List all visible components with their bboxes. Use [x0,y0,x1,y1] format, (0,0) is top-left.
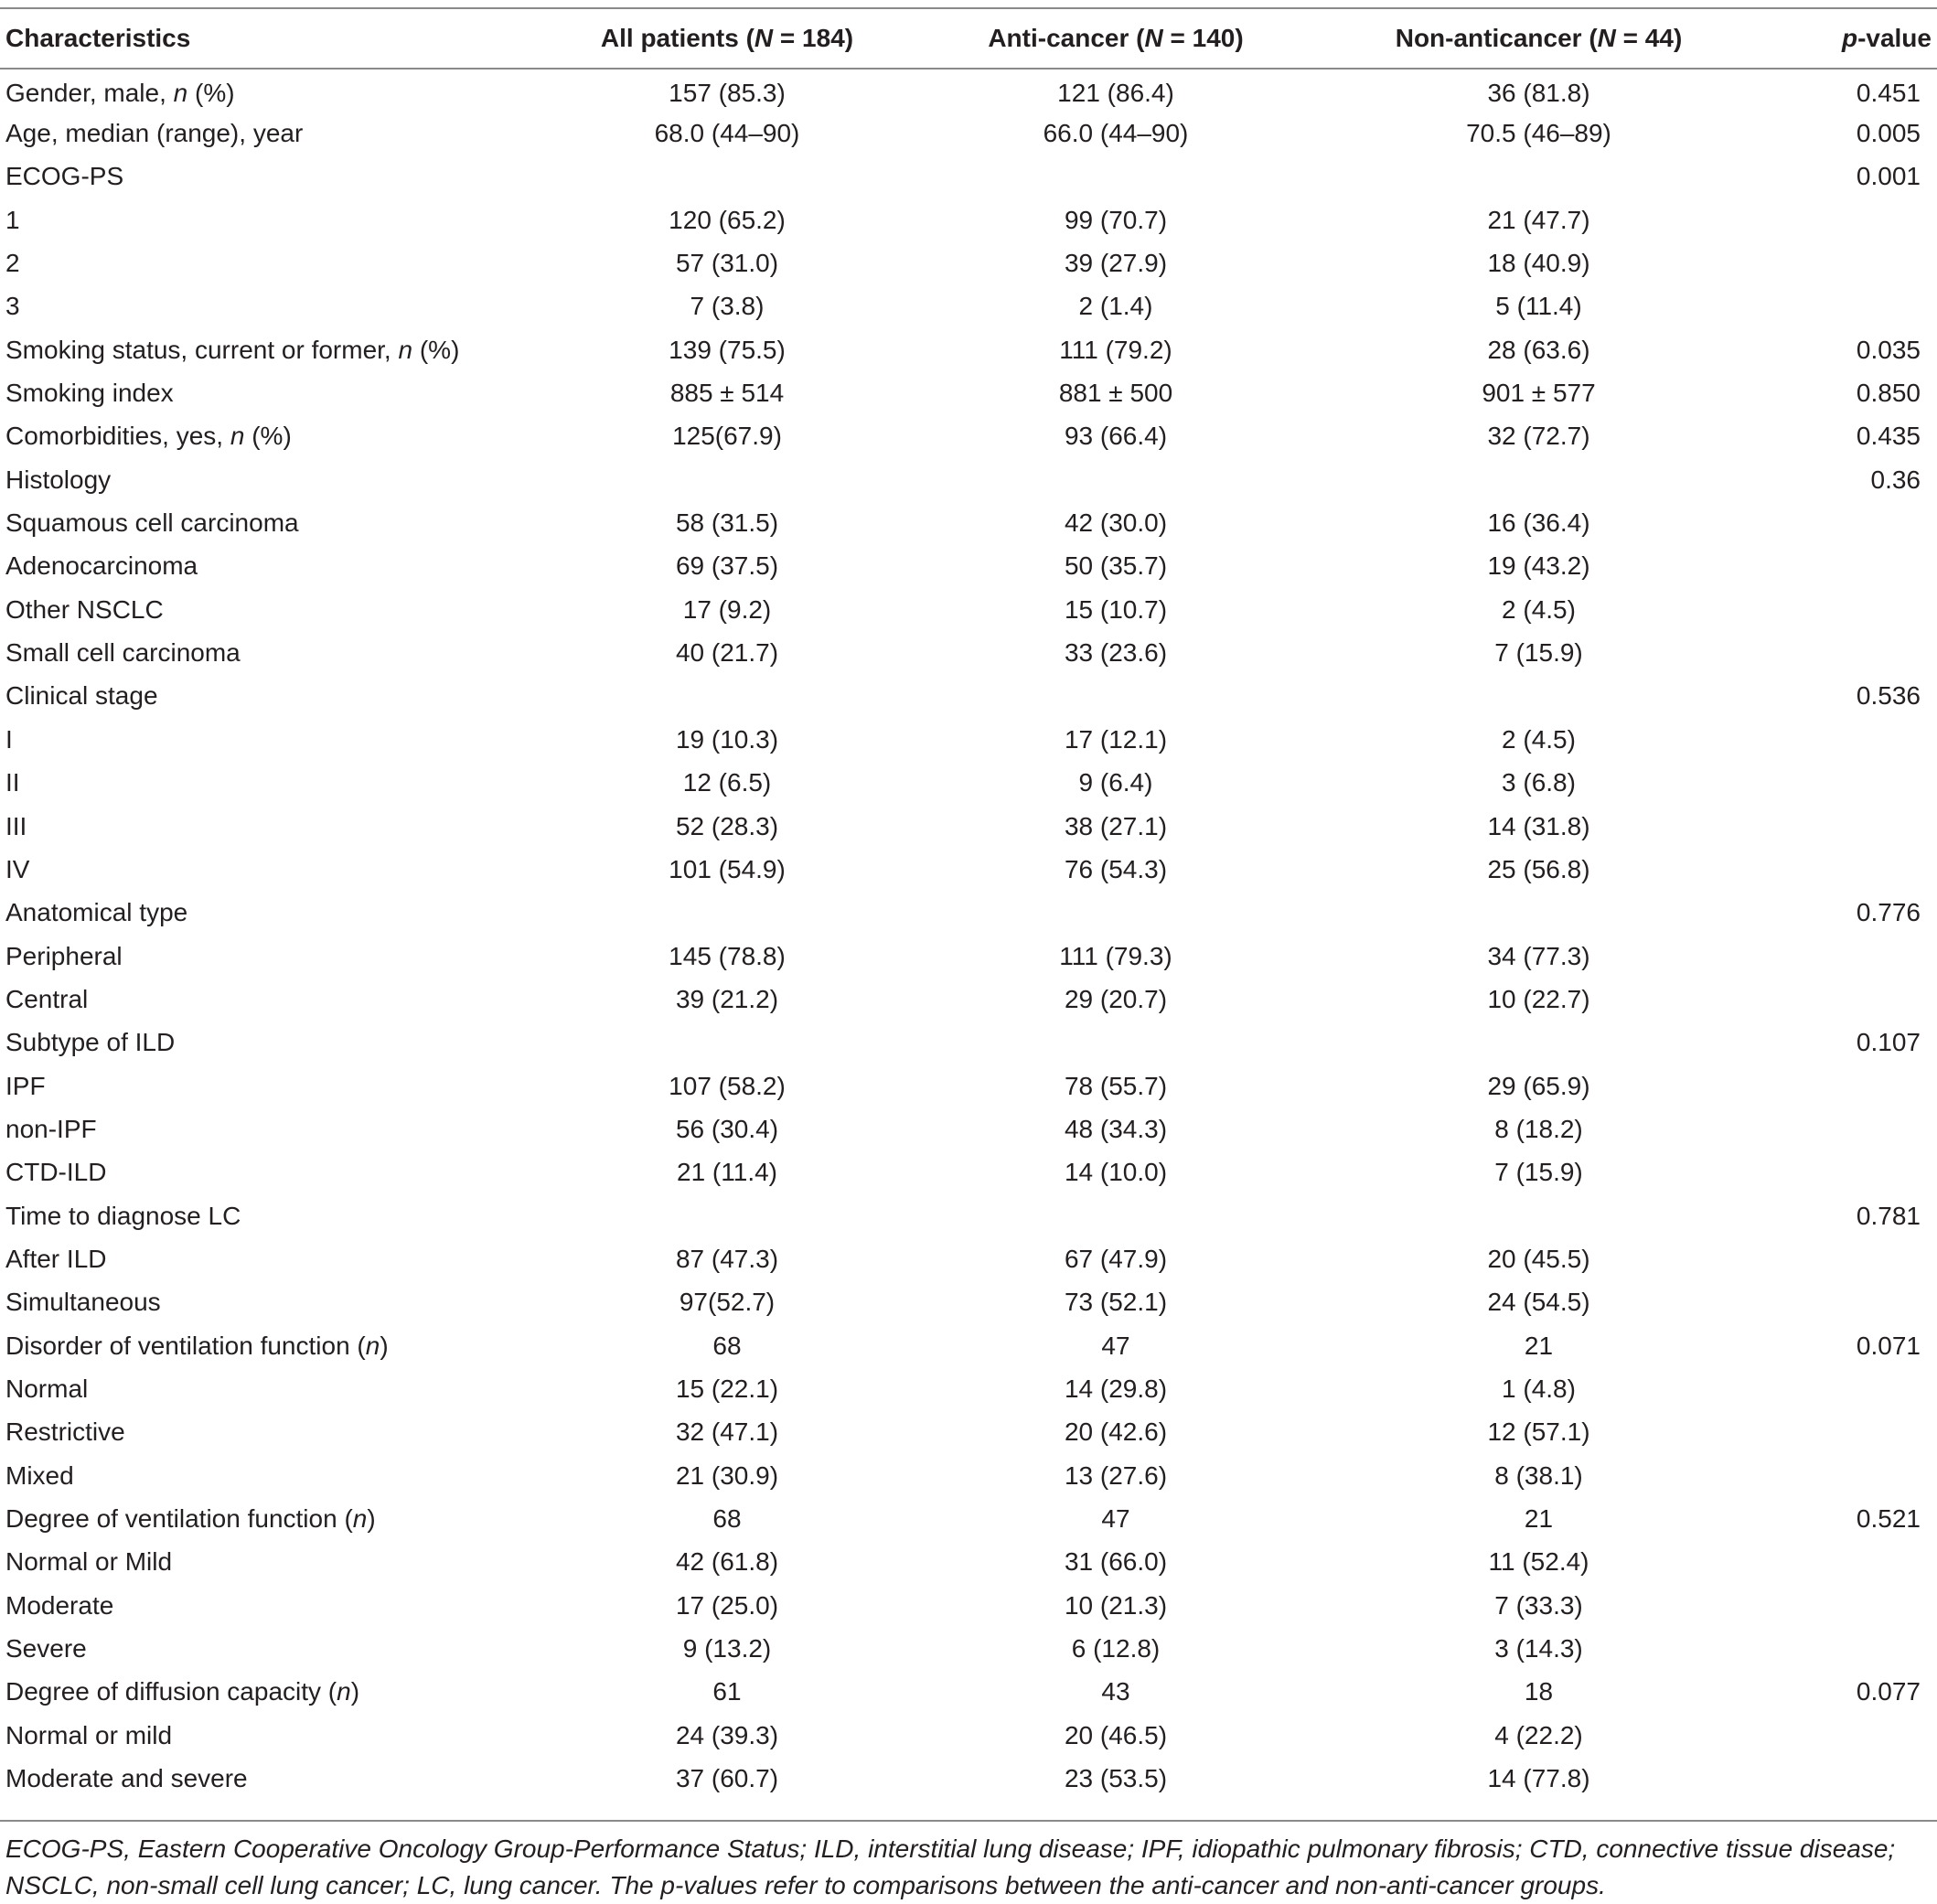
cell-non-anticancer [1290,458,1788,501]
cell-anti-cancer: 31 (66.0) [1064,1547,1168,1577]
cell-non-anticancer: 2 (4.5) [1502,724,1576,754]
cell-anti-cancer [942,1194,1290,1237]
cell-all-patients: 24 (39.3) [675,1720,779,1749]
table-row [0,1627,1937,1670]
table-row [0,1281,1937,1324]
cell-all-patients: 139 (75.5) [669,335,786,364]
row-label: 2 [5,249,20,278]
cell-anti-cancer: 33 (23.6) [1064,638,1168,668]
cell-non-anticancer: 36 (81.8) [1487,79,1590,108]
cell-p-value [1788,1627,1937,1670]
cell-p-value [1788,1584,1937,1627]
row-label: Normal or Mild [5,1547,173,1577]
table-row [0,718,1937,761]
cell-non-anticancer: 21 [1524,1504,1554,1534]
cell-non-anticancer [1290,155,1788,198]
cell-all-patients [512,675,942,718]
cell-anti-cancer: 13 (27.6) [1064,1460,1168,1490]
cell-all-patients: 107 (58.2) [669,1071,786,1100]
row-label: IPF [5,1071,46,1100]
cell-non-anticancer [1290,1022,1788,1064]
cell-all-patients: 39 (21.2) [675,984,779,1013]
cell-p-value: 0.071 [1856,1331,1921,1360]
cell-non-anticancer: 21 (47.7) [1487,205,1590,234]
cell-p-value: 0.781 [1856,1201,1921,1230]
table-body [0,69,1937,1801]
cell-anti-cancer: 78 (55.7) [1064,1071,1168,1100]
row-label: Moderate and severe [5,1764,248,1793]
cell-p-value [1788,545,1937,588]
cell-p-value [1788,631,1937,674]
cell-non-anticancer: 14 (31.8) [1487,811,1590,840]
table-container [0,7,1937,1801]
cell-all-patients: 69 (37.5) [675,551,779,581]
cell-p-value: 0.536 [1856,681,1921,711]
row-label: Disorder of ventilation function (n) [5,1331,389,1360]
cell-anti-cancer: 10 (21.3) [1064,1590,1168,1620]
cell-p-value [1788,1454,1937,1497]
cell-non-anticancer: 901 ± 577 [1482,379,1596,408]
cell-non-anticancer: 8 (18.2) [1494,1114,1583,1143]
cell-non-anticancer: 11 (52.4) [1488,1547,1589,1577]
table-row [0,1497,1937,1540]
row-label: I [5,724,13,754]
cell-anti-cancer: 76 (54.3) [1064,854,1168,883]
row-label: Peripheral [5,941,123,970]
cell-non-anticancer: 3 (14.3) [1494,1634,1583,1663]
row-label: Age, median (range), year [5,119,304,148]
table-row [0,631,1937,674]
cell-p-value: 0.005 [1856,119,1921,148]
cell-p-value [1788,978,1937,1021]
cell-p-value [1788,1151,1937,1194]
table-row [0,675,1937,718]
cell-p-value: 0.850 [1856,379,1921,408]
cell-p-value [1788,285,1937,328]
cell-anti-cancer [942,675,1290,718]
cell-all-patients [512,892,942,935]
cell-anti-cancer: 20 (46.5) [1064,1720,1168,1749]
cell-all-patients: 52 (28.3) [675,811,779,840]
table-row [0,588,1937,631]
cell-all-patients: 21 (11.4) [677,1158,777,1187]
cell-anti-cancer: 48 (34.3) [1064,1114,1168,1143]
cell-non-anticancer: 7 (33.3) [1494,1590,1583,1620]
cell-non-anticancer: 1 (4.8) [1502,1374,1576,1403]
cell-anti-cancer [942,458,1290,501]
table-row [0,762,1937,805]
cell-p-value: 0.035 [1856,335,1921,364]
cell-anti-cancer: 47 [1101,1504,1130,1534]
cell-non-anticancer: 3 (6.8) [1502,768,1576,797]
row-label: Normal [5,1374,89,1403]
cell-p-value [1788,1714,1937,1757]
cell-p-value [1788,241,1937,284]
cell-all-patients: 12 (6.5) [682,768,772,797]
table-row [0,1454,1937,1497]
cell-p-value [1788,1237,1937,1280]
table-row [0,1022,1937,1064]
table-row [0,1324,1937,1367]
cell-p-value [1788,805,1937,848]
cell-all-patients: 68 [712,1331,742,1360]
cell-anti-cancer: 42 (30.0) [1064,508,1168,538]
row-label: Subtype of ILD [5,1028,176,1057]
cell-all-patients: 58 (31.5) [675,508,779,538]
row-label: II [5,768,20,797]
table-row [0,1757,1937,1800]
table-row [0,371,1937,414]
table-row [0,1151,1937,1194]
row-label: Histology [5,465,112,494]
cell-all-patients: 157 (85.3) [669,79,786,108]
cell-p-value [1788,1757,1937,1800]
cell-non-anticancer: 16 (36.4) [1487,508,1590,538]
cell-all-patients: 40 (21.7) [675,638,779,668]
cell-p-value [1788,935,1937,978]
cell-anti-cancer: 15 (10.7) [1064,594,1168,624]
cell-non-anticancer: 18 [1524,1677,1554,1706]
row-label: Smoking status, current or former, n (%) [5,335,460,364]
cell-p-value [1788,848,1937,891]
cell-non-anticancer [1290,892,1788,935]
cell-p-value [1788,1541,1937,1584]
row-label: Anatomical type [5,898,188,927]
cell-p-value [1788,1411,1937,1454]
cell-anti-cancer: 99 (70.7) [1064,205,1168,234]
cell-anti-cancer: 93 (66.4) [1064,422,1168,451]
header-characteristics: Characteristics [5,24,191,52]
cell-p-value: 0.001 [1856,162,1921,191]
cell-all-patients [512,1022,942,1064]
table-row [0,1107,1937,1150]
cell-anti-cancer: 14 (29.8) [1064,1374,1168,1403]
cell-all-patients: 120 (65.2) [669,205,786,234]
row-label: Adenocarcinoma [5,551,198,581]
cell-p-value [1788,762,1937,805]
cell-anti-cancer: 6 (12.8) [1071,1634,1161,1663]
cell-all-patients: 125(67.9) [672,422,782,451]
cell-all-patients [512,155,942,198]
row-label: III [5,811,27,840]
cell-all-patients [512,458,942,501]
cell-anti-cancer: 38 (27.1) [1064,811,1168,840]
cell-anti-cancer: 14 (10.0) [1064,1158,1168,1187]
cell-non-anticancer: 70.5 (46–89) [1466,119,1611,148]
cell-anti-cancer: 881 ± 500 [1058,379,1173,408]
cell-non-anticancer: 7 (15.9) [1494,638,1583,668]
header-non-anticancer: Non-anticancer (N = 44) [1395,24,1683,52]
table-row [0,198,1937,241]
cell-all-patients: 19 (10.3) [675,724,779,754]
table-row [0,112,1937,155]
cell-anti-cancer: 111 (79.2) [1059,335,1172,364]
cell-non-anticancer: 29 (65.9) [1487,1071,1590,1100]
table-row [0,458,1937,501]
row-label: Severe [5,1634,87,1663]
row-label: Degree of diffusion capacity (n) [5,1677,360,1706]
cell-all-patients: 56 (30.4) [675,1114,779,1143]
cell-p-value [1788,1367,1937,1410]
cell-all-patients: 101 (54.9) [669,854,786,883]
cell-anti-cancer: 50 (35.7) [1064,551,1168,581]
cell-anti-cancer: 47 [1101,1331,1130,1360]
cell-all-patients: 37 (60.7) [675,1764,779,1793]
cell-non-anticancer: 10 (22.7) [1487,984,1590,1013]
cell-p-value [1788,501,1937,544]
cell-non-anticancer: 4 (22.2) [1494,1720,1583,1749]
row-label: Comorbidities, yes, n (%) [5,422,292,451]
cell-all-patients: 17 (9.2) [682,594,772,624]
table-row [0,935,1937,978]
cell-all-patients: 68 [712,1504,742,1534]
cell-all-patients: 15 (22.1) [675,1374,779,1403]
cell-all-patients: 32 (47.1) [675,1417,779,1447]
cell-non-anticancer: 14 (77.8) [1487,1764,1590,1793]
cell-p-value: 0.451 [1856,79,1921,108]
row-label: Normal or mild [5,1720,173,1749]
row-label: Central [5,984,89,1013]
table-row [0,285,1937,328]
cell-non-anticancer: 24 (54.5) [1487,1288,1590,1317]
row-label: CTD-ILD [5,1158,107,1187]
cell-p-value: 0.435 [1856,422,1921,451]
cell-anti-cancer: 29 (20.7) [1064,984,1168,1013]
row-label: Mixed [5,1460,74,1490]
cell-all-patients: 68.0 (44–90) [654,119,800,148]
table-row [0,241,1937,284]
cell-anti-cancer: 23 (53.5) [1064,1764,1168,1793]
cell-all-patients: 885 ± 514 [669,379,785,408]
table-header-row [0,8,1937,69]
row-label: 3 [5,292,20,321]
table-row [0,1237,1937,1280]
cell-anti-cancer: 20 (42.6) [1064,1417,1168,1447]
cell-anti-cancer: 9 (6.4) [1078,768,1153,797]
table-row [0,1714,1937,1757]
cell-p-value [1788,1107,1937,1150]
cell-p-value: 0.36 [1870,465,1921,494]
cell-non-anticancer: 12 (57.1) [1487,1417,1590,1447]
cell-p-value: 0.077 [1856,1677,1921,1706]
table-row [0,892,1937,935]
cell-p-value [1788,198,1937,241]
cell-non-anticancer: 7 (15.9) [1494,1158,1583,1187]
cell-non-anticancer: 19 (43.2) [1487,551,1590,581]
row-label: Time to diagnose LC [5,1201,241,1230]
table-row [0,1411,1937,1454]
table-row [0,328,1937,371]
row-label: Squamous cell carcinoma [5,508,299,538]
header-anti-cancer: Anti-cancer (N = 140) [988,24,1244,52]
cell-p-value: 0.776 [1856,898,1921,927]
row-label: IV [5,854,30,883]
row-label: 1 [5,205,20,234]
cell-all-patients [512,1194,942,1237]
header-all-patients: All patients (N = 184) [600,24,854,52]
cell-non-anticancer: 5 (11.4) [1495,292,1582,321]
cell-anti-cancer: 67 (47.9) [1064,1244,1168,1273]
table-row [0,501,1937,544]
table-row [0,545,1937,588]
table-footnote: ECOG-PS, Eastern Cooperative Oncology Group-Performance Status; ILD, interstitial lung disease; IPF, idiopathic pulmonary fibrosis; CTD, connective tissue disease; NSCLC, non-small cell lung cancer; LC, lung cancer. The p-values refer to comparisons between the anti-cancer and non-anti-cancer groups. [0,1820,1937,1904]
row-label: Simultaneous [5,1288,161,1317]
cell-all-patients: 145 (78.8) [669,941,786,970]
cell-anti-cancer: 43 [1101,1677,1130,1706]
cell-non-anticancer: 21 [1524,1331,1554,1360]
characteristics-table [0,7,1937,1801]
table-row [0,1671,1937,1714]
cell-p-value: 0.521 [1856,1504,1921,1534]
cell-non-anticancer [1290,1194,1788,1237]
cell-all-patients: 7 (3.8) [690,292,765,321]
cell-all-patients: 57 (31.0) [675,249,779,278]
cell-anti-cancer [942,155,1290,198]
table-row [0,978,1937,1021]
cell-all-patients: 21 (30.9) [675,1460,779,1490]
table-row [0,1194,1937,1237]
table-row [0,69,1937,112]
row-label: Degree of ventilation function (n) [5,1504,376,1534]
cell-non-anticancer: 25 (56.8) [1487,854,1590,883]
cell-non-anticancer: 34 (77.3) [1487,941,1590,970]
cell-non-anticancer [1290,675,1788,718]
cell-p-value [1788,588,1937,631]
table-row [0,848,1937,891]
cell-anti-cancer [942,1022,1290,1064]
cell-p-value [1788,1064,1937,1107]
table-row [0,1064,1937,1107]
row-label: Smoking index [5,379,174,408]
cell-p-value [1788,718,1937,761]
table-row [0,805,1937,848]
cell-all-patients: 97(52.7) [679,1288,776,1317]
cell-anti-cancer: 121 (86.4) [1057,79,1174,108]
cell-all-patients: 42 (61.8) [675,1547,779,1577]
cell-anti-cancer: 2 (1.4) [1078,292,1153,321]
cell-all-patients: 9 (13.2) [682,1634,772,1663]
table-row [0,1584,1937,1627]
row-label: Clinical stage [5,681,158,711]
cell-anti-cancer: 111 (79.3) [1059,941,1172,970]
cell-anti-cancer: 73 (52.1) [1064,1288,1168,1317]
cell-non-anticancer: 18 (40.9) [1487,249,1590,278]
table-row [0,1367,1937,1410]
row-label: Gender, male, n (%) [5,79,235,108]
row-label: non-IPF [5,1114,97,1143]
header-p-value: p-value [1841,24,1932,52]
cell-all-patients: 17 (25.0) [675,1590,779,1620]
cell-non-anticancer: 32 (72.7) [1487,422,1590,451]
cell-non-anticancer: 20 (45.5) [1487,1244,1590,1273]
cell-anti-cancer: 66.0 (44–90) [1043,119,1189,148]
row-label: After ILD [5,1244,107,1273]
cell-non-anticancer: 8 (38.1) [1494,1460,1583,1490]
row-label: Other NSCLC [5,594,164,624]
cell-anti-cancer: 39 (27.9) [1064,249,1168,278]
row-label: ECOG-PS [5,162,124,191]
cell-non-anticancer: 2 (4.5) [1502,594,1576,624]
cell-all-patients: 87 (47.3) [675,1244,779,1273]
cell-p-value: 0.107 [1856,1028,1921,1057]
table-row [0,155,1937,198]
table-row [0,415,1937,458]
cell-p-value [1788,1281,1937,1324]
cell-all-patients: 61 [712,1677,742,1706]
cell-anti-cancer: 17 (12.1) [1064,724,1168,754]
row-label: Small cell carcinoma [5,638,241,668]
table-row [0,1541,1937,1584]
cell-non-anticancer: 28 (63.6) [1487,335,1590,364]
cell-anti-cancer [942,892,1290,935]
row-label: Moderate [5,1590,114,1620]
row-label: Restrictive [5,1417,125,1447]
